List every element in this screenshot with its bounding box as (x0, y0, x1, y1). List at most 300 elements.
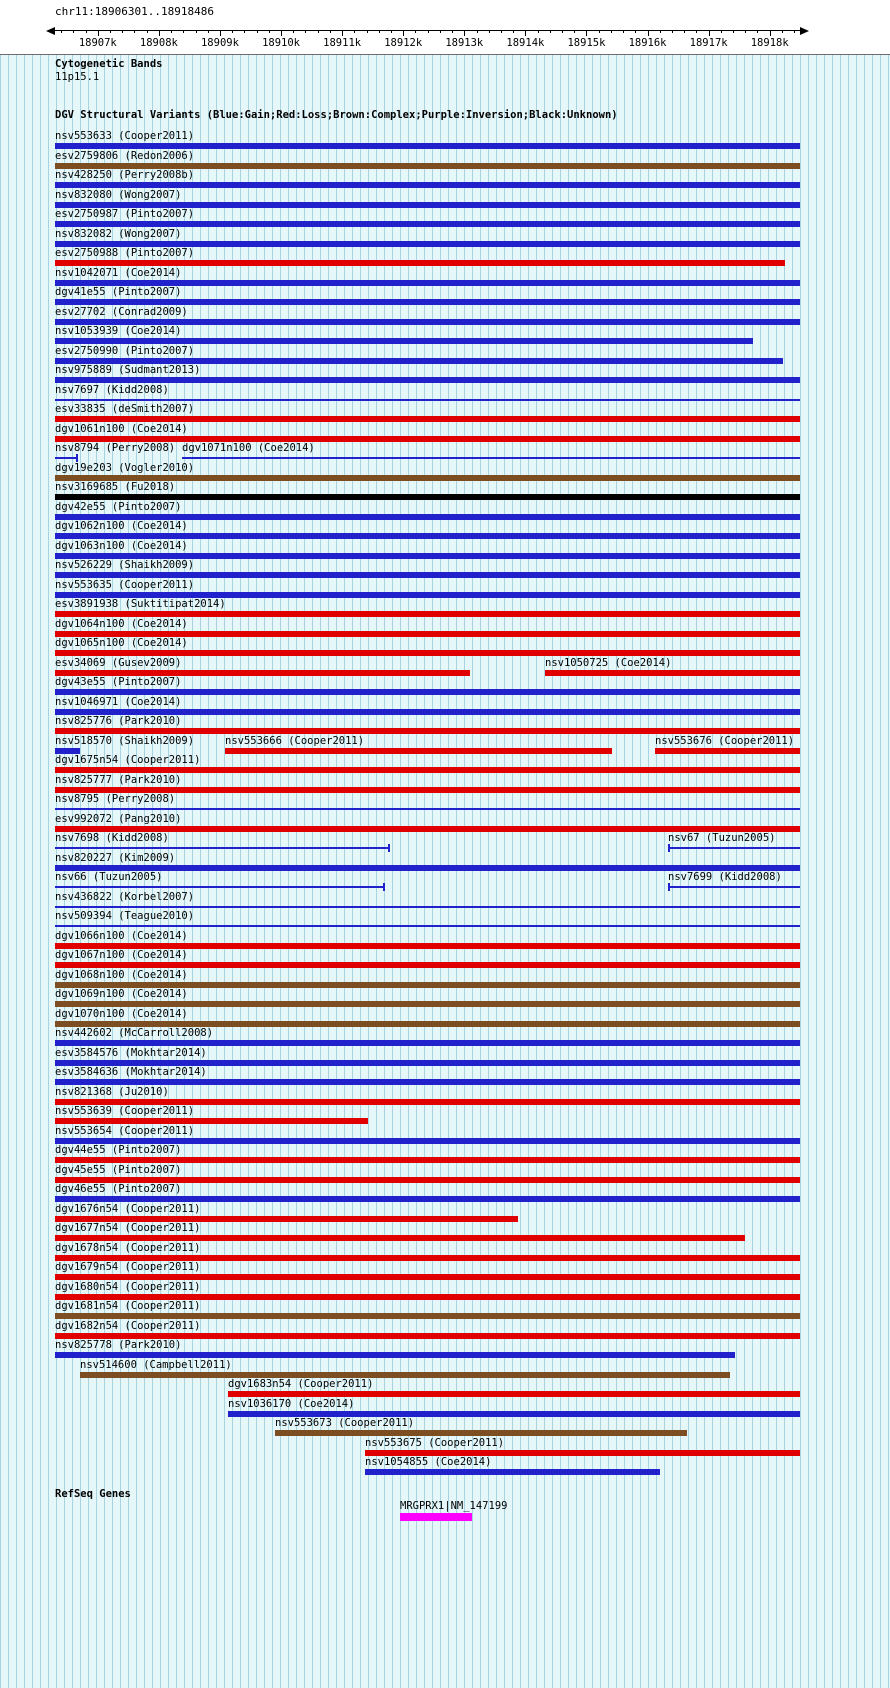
variant-bar[interactable] (55, 338, 753, 344)
variant-bar[interactable] (55, 377, 800, 383)
variant-bar[interactable] (55, 1274, 800, 1280)
variant-bar[interactable] (55, 358, 783, 364)
variant-row (0, 442, 890, 462)
variant-label[interactable]: dgv1676n54 (Cooper2011) (55, 1202, 201, 1215)
variant-label[interactable]: dgv44e55 (Pinto2007) (55, 1144, 182, 1156)
variant-bar[interactable] (55, 943, 800, 949)
ruler-minor-tick (293, 30, 294, 33)
variant-row (0, 501, 890, 521)
variant-row (0, 657, 890, 677)
variant-row (0, 1008, 890, 1028)
variant-label[interactable]: nsv553654 (Cooper2011) (55, 1124, 195, 1137)
variant-row (0, 735, 890, 755)
region-title: chr11:18906301..18918486 (55, 5, 214, 18)
variant-bar[interactable] (182, 457, 800, 459)
variant-label[interactable]: nsv553666 (Cooper2011) (225, 734, 365, 747)
variant-label[interactable]: dgv46e55 (Pinto2007) (55, 1183, 182, 1195)
variant-bar[interactable] (55, 1313, 800, 1319)
variant-row (0, 247, 890, 267)
section-title-cytobands: Cytogenetic Bands (55, 58, 163, 70)
ruler-right-arrow-icon (800, 27, 809, 35)
ruler-minor-tick (794, 30, 795, 33)
variant-label[interactable]: dgv1068n100 (Coe2014) (55, 968, 188, 981)
variant-bar[interactable] (55, 962, 800, 968)
variant-label[interactable]: dgv1678n54 (Cooper2011) (55, 1241, 201, 1254)
variant-row (0, 793, 890, 813)
variant-label[interactable]: esv2750987 (Pinto2007) (55, 208, 195, 220)
ruler-minor-tick (122, 30, 123, 33)
variant-label[interactable]: dgv1064n100 (Coe2014) (55, 617, 188, 630)
variant-bar[interactable] (365, 1469, 660, 1475)
variant-row (0, 598, 890, 618)
ruler-minor-tick (684, 30, 685, 33)
ruler-minor-tick (208, 30, 209, 33)
variant-bar[interactable] (55, 748, 80, 754)
variant-row (0, 891, 890, 911)
variant-row (0, 540, 890, 560)
variant-row (0, 754, 890, 774)
ruler-tick-label: 18910k (262, 37, 301, 49)
variant-row (0, 559, 890, 579)
variant-label[interactable]: nsv553675 (Cooper2011) (365, 1436, 505, 1449)
variant-label[interactable]: nsv66 (Tuzun2005) (55, 871, 163, 883)
variant-label[interactable]: nsv442602 (McCarroll2008) (55, 1027, 214, 1039)
ruler-tick-label: 18918k (750, 37, 789, 49)
variant-row (0, 1164, 890, 1184)
variant-label[interactable]: esv2750990 (Pinto2007) (55, 344, 195, 357)
variant-row (0, 423, 890, 443)
variant-label[interactable]: dgv1062n100 (Coe2014) (55, 520, 188, 532)
variant-label[interactable]: esv33835 (deSmith2007) (55, 403, 195, 415)
variant-row (0, 1261, 890, 1281)
variant-label[interactable]: dgv1680n54 (Cooper2011) (55, 1280, 201, 1293)
ruler-tick-label: 18912k (384, 37, 423, 49)
ruler-minor-tick (232, 30, 233, 33)
ruler-tick (403, 30, 404, 36)
ruler-minor-tick (318, 30, 319, 33)
variant-row (0, 676, 890, 696)
variant-bar[interactable] (55, 514, 800, 520)
variant-row (0, 696, 890, 716)
variant-row (0, 1417, 890, 1437)
ruler-tick-label: 18908k (139, 37, 178, 49)
variant-bar[interactable] (55, 572, 800, 578)
variant-label[interactable]: esv3584576 (Mokhtar2014) (55, 1046, 207, 1059)
variant-row (0, 1339, 890, 1359)
ruler-minor-tick (61, 30, 62, 33)
variant-bar[interactable] (55, 436, 800, 442)
variant-label[interactable]: nsv1036170 (Coe2014) (228, 1397, 355, 1410)
variant-bar[interactable] (55, 1352, 735, 1358)
variant-row (0, 618, 890, 638)
ruler-minor-tick (305, 30, 306, 33)
variant-label[interactable]: nsv553633 (Cooper2011) (55, 130, 195, 142)
ruler-minor-tick (452, 30, 453, 33)
variant-bar[interactable] (55, 399, 800, 401)
variant-bar[interactable] (55, 1040, 800, 1046)
variant-label[interactable]: nsv7698 (Kidd2008) (55, 832, 169, 844)
ruler-minor-tick (183, 30, 184, 33)
ruler-tick-label: 18909k (200, 37, 239, 49)
variant-label[interactable]: dgv1679n54 (Cooper2011) (55, 1261, 201, 1273)
variant-bar[interactable] (55, 689, 800, 695)
variant-label[interactable]: nsv7697 (Kidd2008) (55, 383, 169, 396)
variant-row (0, 832, 890, 852)
variant-row (0, 1437, 890, 1457)
ruler-tick (586, 30, 587, 36)
variant-bar[interactable] (55, 1235, 745, 1241)
variant-bar[interactable] (55, 787, 800, 793)
variant-row (0, 1105, 890, 1125)
variant-bar[interactable] (55, 808, 800, 810)
ruler-minor-tick (379, 30, 380, 33)
variant-label[interactable]: nsv8795 (Perry2008) (55, 793, 176, 805)
variant-row (0, 969, 890, 989)
variant-row (0, 1203, 890, 1223)
ruler-minor-tick (440, 30, 441, 33)
variant-label[interactable]: nsv1042071 (Coe2014) (55, 266, 182, 279)
variant-label[interactable]: nsv3169685 (Fu2018) (55, 481, 176, 493)
variant-row (0, 364, 890, 384)
variant-row (0, 267, 890, 287)
variant-label[interactable]: nsv8794 (Perry2008) (55, 442, 176, 454)
variant-row (0, 1027, 890, 1047)
variant-row (0, 169, 890, 189)
variant-label[interactable]: nsv509394 (Teague2010) (55, 910, 195, 922)
variant-row (0, 988, 890, 1008)
ruler-minor-tick (196, 30, 197, 33)
variant-label[interactable]: dgv1069n100 (Coe2014) (55, 988, 188, 1000)
variant-bar[interactable] (55, 553, 800, 559)
variant-label[interactable]: nsv825778 (Park2010) (55, 1339, 182, 1351)
variant-label[interactable]: nsv825776 (Park2010) (55, 715, 182, 727)
ruler-minor-tick (73, 30, 74, 33)
variant-row (0, 189, 890, 209)
variant-label[interactable]: nsv7699 (Kidd2008) (668, 871, 782, 883)
variant-label[interactable]: dgv43e55 (Pinto2007) (55, 676, 182, 688)
variant-row (0, 1222, 890, 1242)
variant-bar[interactable] (55, 767, 800, 773)
variant-row (0, 1281, 890, 1301)
ruler-tick-label: 18916k (628, 37, 667, 49)
variant-row (0, 1047, 890, 1067)
variant-bar[interactable] (55, 1255, 800, 1261)
ruler-minor-tick (489, 30, 490, 33)
variant-row (0, 345, 890, 365)
variant-row (0, 1359, 890, 1379)
variant-row (0, 1320, 890, 1340)
variant-label[interactable]: nsv1046971 (Coe2014) (55, 695, 182, 708)
ruler-minor-tick (501, 30, 502, 33)
variant-label[interactable]: nsv67 (Tuzun2005) (668, 832, 776, 844)
variant-label[interactable]: dgv45e55 (Pinto2007) (55, 1163, 182, 1176)
variant-row (0, 1300, 890, 1320)
variant-row (0, 1125, 890, 1145)
ruler-minor-tick (660, 30, 661, 33)
variant-row (0, 1144, 890, 1164)
variant-row (0, 949, 890, 969)
cytoband-label: 11p15.1 (55, 71, 100, 83)
section-title-dgv: DGV Structural Variants (Blue:Gain;Red:Loss;Brown:Complex;Purple:Inversion;Black:Unknown) (55, 109, 618, 121)
variant-label[interactable]: dgv1070n100 (Coe2014) (55, 1007, 188, 1020)
ruler-tick (770, 30, 771, 36)
variant-bar[interactable] (55, 1216, 518, 1222)
variant-label[interactable]: nsv428250 (Perry2008b) (55, 169, 195, 181)
variant-label[interactable]: nsv820227 (Kim2009) (55, 851, 176, 864)
variant-bar[interactable] (55, 280, 800, 286)
variant-bar[interactable] (80, 1372, 730, 1378)
variant-label[interactable]: nsv825777 (Park2010) (55, 773, 182, 786)
variant-label[interactable]: dgv1681n54 (Cooper2011) (55, 1300, 201, 1312)
variant-bar[interactable] (55, 650, 800, 656)
gene-label[interactable]: MRGPRX1|NM_147199 (400, 1500, 508, 1512)
variant-bar[interactable] (55, 163, 800, 169)
variant-label[interactable]: dgv1683n54 (Cooper2011) (228, 1378, 374, 1390)
variant-label[interactable]: nsv553635 (Cooper2011) (55, 578, 195, 591)
variant-bar[interactable] (55, 728, 800, 734)
variant-row (0, 852, 890, 872)
ruler-minor-tick (550, 30, 551, 33)
variant-bar[interactable] (55, 886, 385, 888)
ruler-minor-tick (110, 30, 111, 33)
variant-bar[interactable] (55, 982, 800, 988)
variant-bar[interactable] (228, 1411, 800, 1417)
variant-row (0, 1242, 890, 1262)
ruler-tick (159, 30, 160, 36)
variant-bar[interactable] (55, 631, 800, 637)
variant-label[interactable]: esv27702 (Conrad2009) (55, 305, 188, 318)
variant-row (0, 774, 890, 794)
variant-bar[interactable] (55, 319, 800, 325)
variant-label[interactable]: dgv1071n100 (Coe2014) (182, 442, 315, 454)
variant-bar[interactable] (55, 1079, 800, 1085)
ruler-minor-tick (257, 30, 258, 33)
variant-label[interactable]: esv3891938 (Suktitipat2014) (55, 598, 226, 610)
ruler-minor-tick (391, 30, 392, 33)
variant-bar[interactable] (545, 670, 800, 676)
ruler-tick (525, 30, 526, 36)
variant-bar[interactable] (55, 592, 800, 598)
variant-row (0, 208, 890, 228)
ruler-minor-tick (477, 30, 478, 33)
variant-label[interactable]: dgv1682n54 (Cooper2011) (55, 1319, 201, 1332)
variant-row (0, 325, 890, 345)
variant-bar[interactable] (225, 748, 612, 754)
variant-bar[interactable] (55, 1294, 800, 1300)
ruler-tick-label: 18913k (445, 37, 484, 49)
ruler-minor-tick (599, 30, 600, 33)
ruler-tick-label: 18915k (567, 37, 606, 49)
ruler-minor-tick (696, 30, 697, 33)
ruler-minor-tick (330, 30, 331, 33)
variant-row (0, 910, 890, 930)
variant-bar[interactable] (55, 1333, 800, 1339)
variant-bar[interactable] (55, 299, 800, 305)
variant-row (0, 1378, 890, 1398)
variant-bar[interactable] (55, 709, 800, 715)
variant-row (0, 637, 890, 657)
ruler-left-arrow-icon (46, 27, 55, 35)
ruler-minor-tick (171, 30, 172, 33)
ruler-minor-tick (611, 30, 612, 33)
variant-row (0, 306, 890, 326)
variant-label[interactable]: dgv1063n100 (Coe2014) (55, 539, 188, 552)
ruler-minor-tick (147, 30, 148, 33)
ruler-minor-tick (745, 30, 746, 33)
variant-bar[interactable] (55, 241, 800, 247)
ruler-minor-tick (354, 30, 355, 33)
variant-bar[interactable] (668, 847, 800, 849)
ruler-tick (648, 30, 649, 36)
ruler-tick-label: 18907k (78, 37, 117, 49)
variant-row (0, 1398, 890, 1418)
variant-label[interactable]: esv2750988 (Pinto2007) (55, 247, 195, 259)
variant-bar[interactable] (55, 143, 800, 149)
variant-bar[interactable] (55, 847, 390, 849)
variant-label[interactable]: nsv1050725 (Coe2014) (545, 656, 672, 669)
variant-label[interactable]: nsv518570 (Shaikh2009) (55, 734, 195, 747)
ruler-minor-tick (86, 30, 87, 33)
variant-label[interactable]: esv3584636 (Mokhtar2014) (55, 1066, 207, 1078)
variant-row (0, 715, 890, 735)
variant-bar[interactable] (55, 1157, 800, 1163)
variant-label[interactable]: nsv1054855 (Coe2014) (365, 1456, 492, 1468)
ruler-minor-tick (134, 30, 135, 33)
variant-bar[interactable] (55, 416, 800, 422)
ruler-minor-tick (513, 30, 514, 33)
variant-label[interactable]: nsv1053939 (Coe2014) (55, 325, 182, 337)
variant-bar[interactable] (55, 611, 800, 617)
ruler-tick-label: 18914k (506, 37, 545, 49)
variant-bar[interactable] (55, 475, 800, 481)
variant-bar[interactable] (55, 1138, 800, 1144)
variant-bar[interactable] (55, 906, 800, 908)
variant-label[interactable]: nsv821368 (Ju2010) (55, 1085, 169, 1098)
ruler-minor-tick (574, 30, 575, 33)
variant-label[interactable]: nsv553639 (Cooper2011) (55, 1105, 195, 1117)
variant-label[interactable]: nsv553673 (Cooper2011) (275, 1417, 415, 1429)
variant-label[interactable]: dgv1675n54 (Cooper2011) (55, 754, 201, 766)
variant-bar[interactable] (55, 670, 470, 676)
variant-bar[interactable] (55, 1001, 800, 1007)
ruler-minor-tick (733, 30, 734, 33)
variant-row (0, 1183, 890, 1203)
variant-row (0, 930, 890, 950)
variant-label[interactable]: dgv1065n100 (Coe2014) (55, 637, 188, 649)
variant-row (0, 286, 890, 306)
variant-label[interactable]: nsv526229 (Shaikh2009) (55, 559, 195, 571)
variant-bar[interactable] (55, 925, 800, 927)
variant-label[interactable]: nsv832080 (Wong2007) (55, 188, 182, 201)
variant-bar[interactable] (55, 457, 78, 459)
variant-label[interactable]: dgv19e203 (Vogler2010) (55, 461, 195, 474)
variant-label[interactable]: dgv1677n54 (Cooper2011) (55, 1222, 201, 1234)
variant-bar[interactable] (55, 865, 800, 871)
variant-label[interactable]: nsv975889 (Sudmant2013) (55, 364, 201, 376)
section-title-refseq: RefSeq Genes (55, 1488, 131, 1500)
variant-bar[interactable] (55, 1118, 368, 1124)
variant-bar[interactable] (55, 826, 800, 832)
variant-label[interactable]: dgv42e55 (Pinto2007) (55, 500, 182, 513)
variant-label[interactable]: esv2759806 (Redon2006) (55, 149, 195, 162)
variant-label[interactable]: nsv436822 (Korbel2007) (55, 890, 195, 903)
variant-row (0, 384, 890, 404)
variant-label[interactable]: dgv41e55 (Pinto2007) (55, 286, 182, 298)
ruler-minor-tick (721, 30, 722, 33)
ruler-tick (709, 30, 710, 36)
variant-bar[interactable] (228, 1391, 800, 1397)
variant-label[interactable]: nsv514600 (Campbell2011) (80, 1358, 232, 1371)
variant-row (0, 228, 890, 248)
variant-label[interactable]: esv34069 (Gusev2009) (55, 656, 182, 669)
ruler-minor-tick (415, 30, 416, 33)
ruler-tick (342, 30, 343, 36)
variant-row (0, 871, 890, 891)
variant-row (0, 520, 890, 540)
variant-row (0, 579, 890, 599)
ruler-minor-tick (367, 30, 368, 33)
variant-row (0, 130, 890, 150)
ruler-minor-tick (269, 30, 270, 33)
ruler-tick (98, 30, 99, 36)
ruler-minor-tick (428, 30, 429, 33)
variant-bar[interactable] (55, 1177, 800, 1183)
variant-bar[interactable] (365, 1450, 800, 1456)
ruler-panel (0, 0, 890, 55)
variant-bar[interactable] (655, 748, 800, 754)
ruler-minor-tick (672, 30, 673, 33)
variant-label[interactable]: nsv832082 (Wong2007) (55, 227, 182, 240)
variant-row (0, 1456, 890, 1476)
variant-bar[interactable] (55, 494, 800, 500)
variant-row (0, 813, 890, 833)
variant-bar[interactable] (55, 260, 785, 266)
variant-label[interactable]: dgv1061n100 (Coe2014) (55, 422, 188, 435)
variant-row (0, 403, 890, 423)
variant-row (0, 1066, 890, 1086)
variant-label[interactable]: dgv1066n100 (Coe2014) (55, 929, 188, 942)
variant-bar[interactable] (55, 182, 800, 188)
ruler-tick-label: 18917k (689, 37, 728, 49)
variant-bar[interactable] (55, 1060, 800, 1066)
ruler-tick (220, 30, 221, 36)
gene-bar[interactable] (400, 1513, 472, 1521)
variant-bar[interactable] (55, 221, 800, 227)
ruler-tick-label: 18911k (323, 37, 362, 49)
variant-label[interactable]: esv992072 (Pang2010) (55, 812, 182, 825)
ruler-minor-tick (244, 30, 245, 33)
ruler-minor-tick (635, 30, 636, 33)
variant-bar[interactable] (55, 1196, 800, 1202)
ruler-tick (281, 30, 282, 36)
ruler-tick (464, 30, 465, 36)
ruler-minor-tick (538, 30, 539, 33)
variant-row (0, 150, 890, 170)
ruler-minor-tick (782, 30, 783, 33)
variant-bar[interactable] (55, 533, 800, 539)
variant-bar[interactable] (55, 202, 800, 208)
variant-label[interactable]: nsv553676 (Cooper2011) (655, 734, 795, 747)
ruler-minor-tick (757, 30, 758, 33)
variant-bar[interactable] (55, 1099, 800, 1105)
variant-bar[interactable] (668, 886, 800, 888)
variant-label[interactable]: dgv1067n100 (Coe2014) (55, 949, 188, 961)
variant-row (0, 481, 890, 501)
variant-row (0, 1086, 890, 1106)
ruler-minor-tick (562, 30, 563, 33)
variant-bar[interactable] (55, 1021, 800, 1027)
variant-bar[interactable] (275, 1430, 687, 1436)
